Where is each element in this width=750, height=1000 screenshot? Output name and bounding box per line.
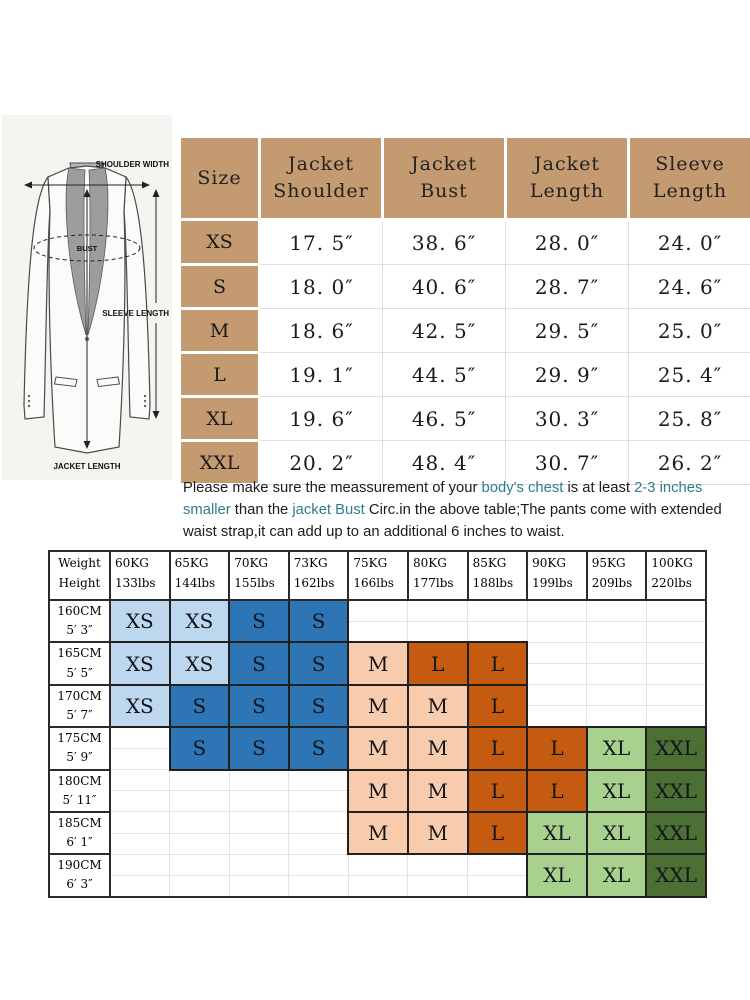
recommended-size-cell: XS xyxy=(170,600,230,642)
measurement-cell: 18. 6″ xyxy=(260,309,383,353)
recommended-size-cell: M xyxy=(348,642,408,684)
height-ft-label: 5′ 11″ xyxy=(62,792,97,807)
measurement-cell: 24. 0″ xyxy=(629,220,750,265)
recommended-size-cell: S xyxy=(229,727,289,769)
height-cm-label: 160CM xyxy=(57,604,102,618)
jacket-length-label: JACKET LENGTH xyxy=(53,462,121,471)
recommended-size-cell: S xyxy=(229,600,289,642)
recommended-size-cell: L xyxy=(468,727,528,769)
weight-lbs-label: 155lbs xyxy=(234,575,275,590)
recommended-size-cell: S xyxy=(289,642,349,684)
fit-table-row xyxy=(49,727,706,769)
empty-matrix-cell xyxy=(527,600,587,642)
weight-kg-label: 100KG xyxy=(651,556,693,570)
weight-column-header xyxy=(527,551,587,600)
height-ft-label: 5′ 7″ xyxy=(66,707,93,722)
height-ft-label: 6′ 3″ xyxy=(66,877,93,892)
size-table-header-row xyxy=(180,137,750,220)
size-label-cell: XS xyxy=(180,220,260,265)
recommended-size-cell: L xyxy=(468,770,528,812)
recommended-size-cell: L xyxy=(468,812,528,854)
height-ft-label: 5′ 9″ xyxy=(66,750,93,765)
fit-table-row xyxy=(49,812,706,854)
size-table-column-header: Jacket Length xyxy=(506,137,629,220)
corner-weight-label: Weight xyxy=(58,556,101,570)
measurement-cell: 30. 7″ xyxy=(506,441,629,485)
weight-lbs-label: 133lbs xyxy=(115,575,156,590)
empty-matrix-cell xyxy=(646,685,706,727)
note-highlight-text: body's chest xyxy=(481,480,564,496)
height-cm-label: 175CM xyxy=(57,731,102,746)
weight-lbs-label: 144lbs xyxy=(174,575,216,590)
measurement-cell: 18. 0″ xyxy=(260,265,383,309)
weight-column-header xyxy=(587,551,647,600)
size-table-row xyxy=(180,397,750,441)
measurement-cell: 30. 3″ xyxy=(506,397,629,441)
sleeve-length-label: SLEEVE LENGTH xyxy=(102,309,169,318)
note-text: Circ.in the above table;The pants come with extended waist strap,it can add up to an additional 6 inches to waist. xyxy=(183,501,722,540)
measurement-cell: 44. 5″ xyxy=(383,353,506,397)
empty-matrix-cell xyxy=(110,727,170,769)
height-row-header xyxy=(49,770,110,812)
recommended-size-cell: M xyxy=(348,685,408,727)
weight-column-header xyxy=(348,551,408,600)
measurement-cell: 19. 6″ xyxy=(260,397,383,441)
size-table-row xyxy=(180,220,750,265)
size-table-column-header: Jacket Shoulder xyxy=(260,137,383,220)
empty-matrix-cell xyxy=(170,854,230,896)
empty-matrix-cell xyxy=(587,685,647,727)
recommended-size-cell: M xyxy=(348,727,408,769)
fit-table-row xyxy=(49,600,706,642)
measurement-cell: 28. 7″ xyxy=(506,265,629,309)
recommended-size-cell: XL xyxy=(587,854,647,896)
height-ft-label: 5′ 5″ xyxy=(66,665,93,680)
recommended-size-cell: L xyxy=(527,770,587,812)
empty-matrix-cell xyxy=(408,600,468,642)
fit-table-row xyxy=(49,642,706,684)
empty-matrix-cell xyxy=(110,770,170,812)
empty-matrix-cell xyxy=(289,770,349,812)
empty-matrix-cell xyxy=(110,812,170,854)
measurement-cell: 46. 5″ xyxy=(383,397,506,441)
measurement-cell: 48. 4″ xyxy=(383,441,506,485)
weight-kg-label: 95KG xyxy=(591,556,626,570)
size-table-row xyxy=(180,353,750,397)
empty-matrix-cell xyxy=(587,600,647,642)
size-table-column-header: Sleeve Length xyxy=(629,137,750,220)
empty-matrix-cell xyxy=(587,642,647,684)
weight-column-header xyxy=(170,551,230,600)
measurement-cell: 17. 5″ xyxy=(260,220,383,265)
empty-matrix-cell xyxy=(348,600,408,642)
note-text: is at least xyxy=(563,480,635,496)
weight-kg-label: 90KG xyxy=(532,556,566,570)
recommended-size-cell: XXL xyxy=(646,727,706,769)
note-text: than the xyxy=(230,501,293,518)
weight-column-header xyxy=(646,551,706,600)
height-cm-label: 185CM xyxy=(57,815,102,830)
height-cm-label: 190CM xyxy=(57,858,102,873)
recommended-size-cell: XL xyxy=(587,770,647,812)
weight-kg-label: 73KG xyxy=(293,556,328,570)
measurement-cell: 42. 5″ xyxy=(383,309,506,353)
height-row-header xyxy=(49,642,110,684)
empty-matrix-cell xyxy=(646,600,706,642)
weight-kg-label: 85KG xyxy=(472,556,507,570)
empty-matrix-cell xyxy=(229,770,289,812)
size-label-cell: XL xyxy=(180,397,260,441)
weight-lbs-label: 188lbs xyxy=(472,575,514,590)
measurement-cell: 28. 0″ xyxy=(506,220,629,265)
height-weight-table xyxy=(48,550,707,898)
weight-height-corner-cell xyxy=(49,551,110,600)
weight-column-header xyxy=(110,551,170,600)
height-row-header xyxy=(49,727,110,769)
recommended-size-cell: S xyxy=(170,727,230,769)
size-label-cell: M xyxy=(180,309,260,353)
recommended-size-cell: XS xyxy=(110,642,170,684)
empty-matrix-cell xyxy=(646,642,706,684)
recommended-size-cell: S xyxy=(229,685,289,727)
corner-height-label: Height xyxy=(58,575,101,590)
recommended-size-cell: XL xyxy=(587,812,647,854)
recommended-size-cell: L xyxy=(468,642,528,684)
weight-lbs-label: 177lbs xyxy=(412,575,454,590)
recommended-size-cell: M xyxy=(348,770,408,812)
recommended-size-cell: S xyxy=(289,600,349,642)
recommended-size-cell: L xyxy=(527,727,587,769)
note-text: Please make sure the meassurement of your xyxy=(183,480,482,496)
empty-matrix-cell xyxy=(289,812,349,854)
empty-matrix-cell xyxy=(170,812,230,854)
recommended-size-cell: M xyxy=(408,685,468,727)
recommended-size-cell: S xyxy=(289,685,349,727)
recommended-size-cell: S xyxy=(170,685,230,727)
size-chart-table xyxy=(178,135,750,486)
weight-lbs-label: 166lbs xyxy=(353,575,394,590)
recommended-size-cell: S xyxy=(289,727,349,769)
bust-label: BUST xyxy=(76,244,98,253)
empty-matrix-cell xyxy=(527,642,587,684)
measurement-cell: 29. 9″ xyxy=(506,353,629,397)
empty-matrix-cell xyxy=(408,854,468,896)
recommended-size-cell: XXL xyxy=(646,770,706,812)
measurement-cell: 29. 5″ xyxy=(506,309,629,353)
weight-column-header xyxy=(468,551,528,600)
recommended-size-cell: M xyxy=(348,812,408,854)
size-label-cell: XXL xyxy=(180,441,260,485)
measurement-cell: 25. 8″ xyxy=(629,397,750,441)
measurement-cell: 40. 6″ xyxy=(383,265,506,309)
empty-matrix-cell xyxy=(527,685,587,727)
size-table-column-header: Jacket Bust xyxy=(383,137,506,220)
empty-matrix-cell xyxy=(110,854,170,896)
measurement-cell: 26. 2″ xyxy=(629,441,750,485)
recommended-size-cell: XL xyxy=(527,812,587,854)
measurement-cell: 24. 6″ xyxy=(629,265,750,309)
empty-matrix-cell xyxy=(468,600,528,642)
measurement-cell: 20. 2″ xyxy=(260,441,383,485)
size-table-column-header: Size xyxy=(180,137,260,220)
height-cm-label: 165CM xyxy=(57,646,102,661)
height-ft-label: 6′ 1″ xyxy=(66,835,93,850)
height-row-header xyxy=(49,812,110,854)
height-row-header xyxy=(49,685,110,727)
recommended-size-cell: XS xyxy=(110,685,170,727)
weight-kg-label: 80KG xyxy=(412,556,447,570)
recommended-size-cell: XL xyxy=(527,854,587,896)
weight-lbs-label: 199lbs xyxy=(532,575,573,590)
measurement-cell: 25. 0″ xyxy=(629,309,750,353)
recommended-size-cell: M xyxy=(408,770,468,812)
note-highlight-text: jacket Bust xyxy=(292,501,365,518)
size-table-row xyxy=(180,309,750,353)
fit-table-row xyxy=(49,854,706,896)
note-highlight-text: 2-3 inches smaller xyxy=(183,480,703,518)
empty-matrix-cell xyxy=(170,770,230,812)
height-cm-label: 170CM xyxy=(57,688,102,703)
fit-table-body xyxy=(49,600,706,897)
empty-matrix-cell xyxy=(229,812,289,854)
jacket-measurement-illustration xyxy=(2,115,172,480)
weight-kg-label: 65KG xyxy=(174,556,209,570)
fit-table-header-row xyxy=(49,551,706,600)
jacket-illustration-svg xyxy=(2,115,172,480)
weight-lbs-label: 220lbs xyxy=(651,575,692,590)
recommended-size-cell: XS xyxy=(110,600,170,642)
weight-kg-label: 70KG xyxy=(234,556,269,570)
size-table-row xyxy=(180,265,750,309)
size-label-cell: L xyxy=(180,353,260,397)
height-cm-label: 180CM xyxy=(57,773,102,788)
measurement-cell: 19. 1″ xyxy=(260,353,383,397)
weight-column-header xyxy=(229,551,289,600)
fit-table-row xyxy=(49,770,706,812)
size-table-body xyxy=(180,220,750,485)
recommended-size-cell: XXL xyxy=(646,854,706,896)
height-ft-label: 5′ 3″ xyxy=(66,623,93,638)
measurement-cell: 38. 6″ xyxy=(383,220,506,265)
measurement-cell: 25. 4″ xyxy=(629,353,750,397)
recommended-size-cell: L xyxy=(408,642,468,684)
recommended-size-cell: XXL xyxy=(646,812,706,854)
recommended-size-cell: M xyxy=(408,727,468,769)
fit-table-row xyxy=(49,685,706,727)
weight-column-header xyxy=(408,551,468,600)
empty-matrix-cell xyxy=(229,854,289,896)
recommended-size-cell: XL xyxy=(587,727,647,769)
empty-matrix-cell xyxy=(289,854,349,896)
recommended-size-cell: L xyxy=(468,685,528,727)
recommended-size-cell: XS xyxy=(170,642,230,684)
recommended-size-cell: S xyxy=(229,642,289,684)
height-row-header xyxy=(49,600,110,642)
empty-matrix-cell xyxy=(348,854,408,896)
weight-column-header xyxy=(289,551,349,600)
empty-matrix-cell xyxy=(468,854,528,896)
recommended-size-cell: M xyxy=(408,812,468,854)
shoulder-width-label: SHOULDER WIDTH xyxy=(95,160,169,169)
height-row-header xyxy=(49,854,110,896)
size-label-cell: S xyxy=(180,265,260,309)
fit-note xyxy=(183,478,740,543)
weight-kg-label: 60KG xyxy=(115,556,149,570)
weight-lbs-label: 209lbs xyxy=(591,575,633,590)
weight-kg-label: 75KG xyxy=(353,556,388,570)
weight-lbs-label: 162lbs xyxy=(293,575,335,590)
